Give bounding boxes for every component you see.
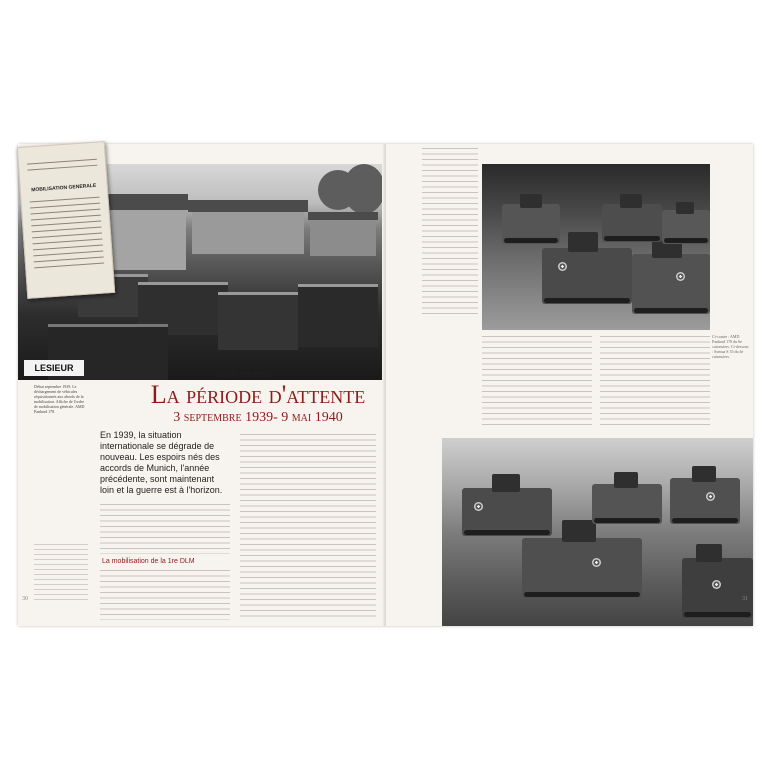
poster-heading: MOBILISATION GENERALE [31,182,97,194]
somua-photo [442,438,753,626]
body-column-2 [100,570,230,620]
right-text-col-a [422,148,478,318]
left-page [18,144,385,626]
right-text-col-b [482,336,592,426]
lesieur-sign: LESIEUR [24,360,84,376]
left-folio: 30 [22,596,28,602]
mobilisation-poster [17,141,115,299]
right-folio: 31 [742,596,748,602]
left-caption: Début septembre 1939. Le déchargement de véhicules réquisitionnés aux abords de la mobilisation. Affiche de l'ordre de mobilisation générale. AMD Panhard 178. [34,384,85,414]
right-page [386,144,753,626]
body-column-3 [240,434,376,620]
magazine-spread [18,144,753,626]
section-heading: La mobilisation de la 1re DLM [102,558,195,565]
right-caption: Ci-contre : AMD Panhard 178 du 6e cuirassiers. Ci-dessous : Somua S 35 du 4e cuirassiers. [712,334,749,359]
panhard-photo [482,164,710,330]
chapter-title: La période d'attente [150,380,366,409]
left-margin-note [34,544,88,604]
chapter-label: CHAPITRE DEUX [217,373,273,379]
chapter-subtitle: 3 septembre 1939- 9 mai 1940 [173,410,343,425]
lead-paragraph: En 1939, la situation internationale se dégrade de nouveau. Les espoirs nés des accords de Munich, l'année précédente, sont maintenant loin et la guerre est à l'horizon. [100,430,223,495]
right-text-col-c [600,336,710,426]
body-column-1 [100,504,230,554]
